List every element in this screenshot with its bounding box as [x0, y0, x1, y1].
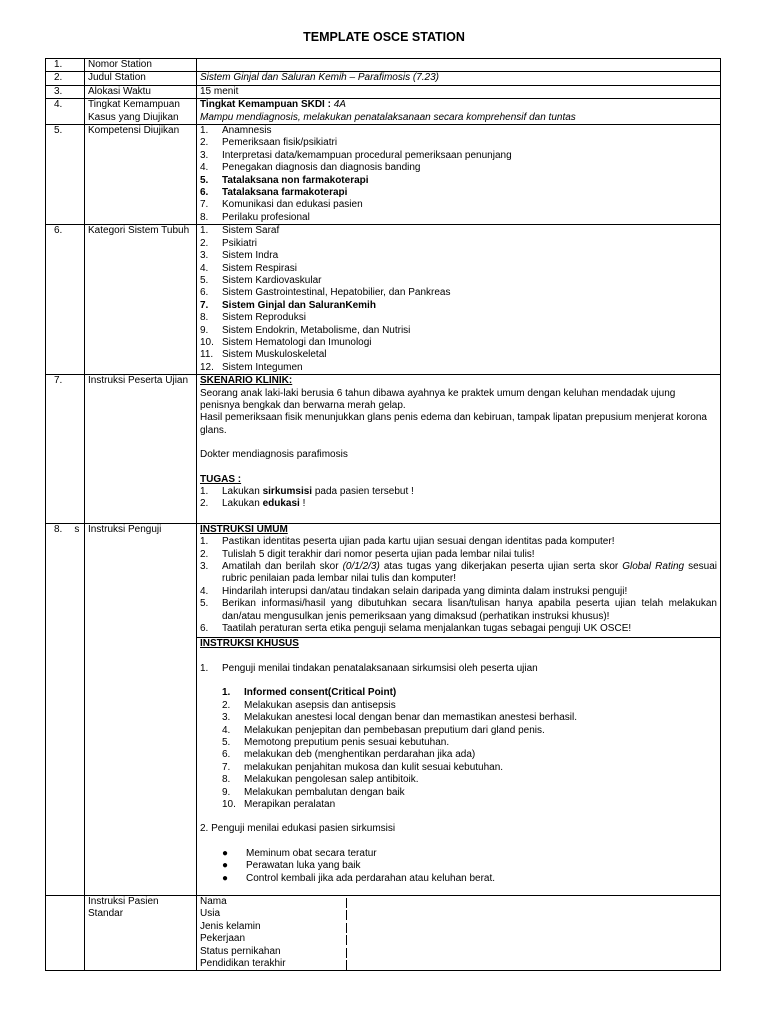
khusus-point-2: 2. Penguji menilai edukasi pasien sirkumsisi [200, 823, 396, 835]
pasien-field [200, 908, 717, 920]
field-separator [346, 898, 347, 908]
kompetensi-item [200, 150, 717, 162]
skenario-paragraph: Seorang anak laki-laki berusia 6 tahun dibawa ayahnya ke praktek umum dengan keluhan mendadak ujung penisnya bengkak dan berwarna merah gelap. [200, 387, 676, 411]
item-text: Hindarilah interupsi dan/atau tindakan selain daripada yang diminta dalam instruksi penguji! [222, 585, 628, 597]
item-text: Sistem Kardiovaskular [222, 274, 322, 286]
item-text: Komunikasi dan edukasi pasien [222, 199, 363, 211]
edukasi-list [200, 848, 717, 885]
item-number: 1. [222, 687, 231, 699]
instruksi-umum-list [200, 536, 717, 635]
item-text: Informed consent(Critical Point) [244, 687, 397, 699]
pasien-field [200, 921, 717, 933]
sistem-item [200, 337, 717, 349]
instruksi-umum-item [200, 598, 717, 623]
skdi-description: Mampu mendiagnosis, melakukan penatalaksanaan secara komprehensif dan tuntas [200, 111, 576, 123]
sistem-item [200, 362, 717, 374]
item-number: 2. [200, 237, 209, 249]
kompetensi-item [200, 125, 717, 137]
row-number: 5. [46, 125, 85, 225]
osce-table [45, 58, 721, 971]
kompetensi-item [200, 137, 717, 149]
field-separator [346, 910, 347, 920]
item-text: Memotong preputium penis sesuai kebutuhan. [244, 736, 450, 748]
row-value [197, 375, 721, 524]
item-number: 4. [200, 585, 209, 597]
instruksi-umum-heading: INSTRUKSI UMUM [200, 523, 288, 535]
item-number: 9. [200, 324, 209, 336]
item-text: Interpretasi data/kemampuan procedural pemeriksaan penunjang [222, 149, 512, 161]
tugas-item: 2. Lakukan edukasi ! [200, 498, 306, 510]
item-text: Sistem Gastrointestinal, Hepatobilier, dan Pankreas [222, 287, 451, 299]
row-number: 6. [46, 225, 85, 375]
row-instruksi-penguji [46, 523, 721, 895]
sistem-item [200, 250, 717, 262]
item-number: 11. [200, 349, 214, 361]
skdi-heading: Tingkat Kemampuan SKDI : [200, 99, 334, 111]
item-text: Sistem Integumen [222, 361, 303, 373]
item-number: 2. [222, 699, 231, 711]
edukasi-item [200, 860, 717, 872]
sistem-item [200, 287, 717, 299]
sistem-list [200, 225, 717, 374]
sistem-item [200, 225, 717, 237]
tindakan-step [200, 774, 717, 786]
row-value [197, 99, 721, 125]
item-text: Melakukan asepsis dan antisepsis [244, 699, 396, 711]
field-label: Pendidikan terakhir [200, 958, 286, 969]
item-text: Merapikan peralatan [244, 798, 336, 810]
tugas-list [200, 486, 717, 511]
item-number: 5. [200, 598, 209, 610]
item-number: 3. [222, 712, 231, 724]
sistem-item [200, 275, 717, 287]
item-number: 7. [200, 199, 209, 211]
kompetensi-list [200, 125, 717, 224]
tindakan-step [200, 725, 717, 737]
item-text: Sistem Ginjal dan SaluranKemih [222, 299, 376, 311]
pasien-field [200, 946, 717, 958]
item-number: 3. [200, 250, 209, 262]
item-text: Sistem Indra [222, 250, 279, 262]
tindakan-step [200, 712, 717, 724]
tindakan-step [200, 749, 717, 761]
item-text: Perawatan luka yang baik [246, 860, 361, 872]
row-value [197, 225, 721, 375]
row-value [197, 59, 721, 72]
item-number: 1. [200, 536, 209, 548]
diagnosis-text: Dokter mendiagnosis parafimosis [200, 449, 348, 461]
item-text: melakukan deb (menghentikan perdarahan jika ada) [244, 749, 476, 761]
edukasi-item [200, 873, 717, 885]
row-number: 4. [46, 99, 85, 125]
row-number: 1. [46, 59, 85, 72]
row-label: Alokasi Waktu [85, 85, 197, 98]
item-number: 2. [200, 137, 209, 149]
sistem-item [200, 300, 717, 312]
sistem-item [200, 238, 717, 250]
item-text: Sistem Reproduksi [222, 312, 306, 324]
item-number: 1. [200, 225, 209, 237]
skdi-level: 4A [333, 99, 346, 111]
field-label: Pekerjaan [200, 933, 246, 945]
edukasi-item [200, 848, 717, 860]
bullet-icon: ● [222, 872, 229, 884]
tindakan-step [200, 737, 717, 749]
item-number: 4. [200, 162, 209, 174]
item-text: Melakukan pengolesan salep antibitoik. [244, 774, 419, 786]
item-text: Pastikan identitas peserta ujian pada kartu ujian sesuai dengan identitas pada komputer! [222, 536, 615, 548]
instruksi-umum-item [200, 623, 717, 635]
item-number: 6. [200, 287, 209, 299]
item-number: 3. [200, 149, 209, 161]
item-text: Perilaku profesional [222, 211, 310, 223]
item-text: Sistem Respirasi [222, 262, 298, 274]
item-number: 5. [200, 174, 209, 186]
row-number: 7. [46, 375, 85, 524]
item-number: 2. [200, 548, 209, 560]
item-text: Tulislah 5 digit terakhir dari nomor peserta ujian pada lembar nilai tulis! [222, 548, 535, 560]
row-number [46, 895, 85, 970]
row-kategori-sistem [46, 225, 721, 375]
field-label: Status pernikahan [200, 945, 281, 957]
row-value [197, 125, 721, 225]
row-value: Sistem Ginjal dan Saluran Kemih – Parafimosis (7.23) [197, 72, 721, 85]
kompetensi-item [200, 175, 717, 187]
row-number: 3. [46, 85, 85, 98]
item-text: Berikan informasi/hasil yang dibutuhkan secara lisan/tulisan hanya apabila peserta ujian telah melakukan dan/atau mengusulkan jenis pemeriksaan yang dimaksud (perhatikan instruksi khusus)! [222, 598, 717, 622]
item-number: 4. [222, 724, 231, 736]
row-label: Kompetensi Diujikan [85, 125, 197, 225]
item-number: 9. [222, 786, 231, 798]
item-text: Sistem Endokrin, Metabolisme, dan Nutrisi [222, 324, 411, 336]
field-label: Usia [200, 908, 221, 920]
item-number: 12. [200, 361, 214, 373]
item-text: Sistem Hematologi dan Imunologi [222, 336, 372, 348]
row-number: 2. [46, 72, 85, 85]
tindakan-step [200, 762, 717, 774]
instruksi-umum-item [200, 549, 717, 561]
item-number: 3. [200, 561, 209, 573]
row-kompetensi [46, 125, 721, 225]
row-nomor-station [46, 59, 721, 72]
tindakan-step [200, 799, 717, 811]
bullet-icon: ● [222, 860, 229, 872]
field-separator [346, 960, 347, 970]
row-number: 8. s [46, 523, 85, 895]
item-number: 8. [222, 774, 231, 786]
tindakan-step [200, 787, 717, 799]
tindakan-step [200, 700, 717, 712]
row-label: Tingkat Kemampuan Kasus yang Diujikan [85, 99, 197, 125]
item-number: 7. [222, 761, 231, 773]
item-text: Meminum obat secara teratur [246, 847, 377, 859]
sistem-item [200, 349, 717, 361]
item-number: 8. [200, 312, 209, 324]
item-number: 7. [200, 299, 209, 311]
khusus-point-1: 1. Penguji menilai tindakan penatalaksanaan sirkumsisi oleh peserta ujian [200, 662, 538, 674]
page-title: TEMPLATE OSCE STATION [303, 30, 465, 44]
tindakan-step [200, 687, 717, 699]
item-number: 5. [222, 736, 231, 748]
item-number: 5. [200, 274, 209, 286]
item-text: melakukan penjahitan mukosa dan kulit sesuai kebutuhan. [244, 761, 504, 773]
field-separator [346, 948, 347, 958]
tindakan-steps-list [200, 687, 717, 811]
instruksi-umum-item [200, 561, 717, 586]
kompetensi-item [200, 162, 717, 174]
row-judul-station [46, 72, 721, 85]
row-label: Judul Station [85, 72, 197, 85]
row-alokasi-waktu [46, 85, 721, 98]
skdi-line [200, 99, 717, 111]
field-separator [346, 923, 347, 933]
row-value [197, 895, 721, 970]
kompetensi-item [200, 199, 717, 211]
item-text: Melakukan penjepitan dan pembebasan preputium dari gland penis. [244, 724, 545, 736]
instruksi-umum-item [200, 536, 717, 548]
item-number: 1. [200, 125, 209, 137]
sistem-item [200, 263, 717, 275]
pasien-field [200, 933, 717, 945]
item-text: Tatalaksana non farmakoterapi [222, 174, 369, 186]
item-number: 10. [222, 798, 236, 810]
item-text: Sistem Muskuloskeletal [222, 349, 327, 361]
item-number: 6. [200, 187, 209, 199]
item-text: Penegakan diagnosis dan diagnosis banding [222, 162, 421, 174]
bullet-icon: ● [222, 847, 229, 859]
item-number: 6. [222, 749, 231, 761]
item-text: Melakukan pembalutan dengan baik [244, 786, 405, 798]
tugas-heading: TUGAS : [200, 473, 242, 485]
item-number: 4. [200, 262, 209, 274]
sistem-item [200, 312, 717, 324]
item-text: Sistem Saraf [222, 225, 280, 237]
item-text: Amatilah dan berilah skor (0/1/2/3) atas tugas yang dikerjakan peserta ujian serta skor Global Rating sesuai rubric penilaian pada lembar nilai tulis dan komputer! [222, 561, 718, 585]
field-separator [346, 935, 347, 945]
skenario-heading: SKENARIO KLINIK: [200, 375, 293, 387]
instruksi-khusus-heading: INSTRUKSI KHUSUS [200, 638, 299, 650]
row-value [197, 523, 721, 895]
item-text: Psikiatri [222, 237, 258, 249]
field-label: Jenis kelamin [200, 920, 261, 932]
item-text: Control kembali jika ada perdarahan atau keluhan berat. [246, 872, 496, 884]
row-label: Nomor Station [85, 59, 197, 72]
pasien-field [200, 958, 717, 970]
sistem-item [200, 325, 717, 337]
item-text: Anamnesis [222, 125, 272, 137]
tugas-item: 1. Lakukan sirkumsisi pada pasien tersebut ! [200, 486, 414, 497]
row-instruksi-pasien [46, 895, 721, 970]
item-text: Pemeriksaan fisik/psikiatri [222, 137, 338, 149]
item-number: 6. [200, 623, 209, 635]
row-tingkat-kemampuan [46, 99, 721, 125]
item-text: Taatilah peraturan serta etika penguji selama menjalankan tugas sebagai penguji UK OSCE! [222, 623, 632, 635]
skenario-paragraph: Hasil pemeriksaan fisik menunjukkan glans penis edema dan kebiruan, tampak lipatan prepusium menjerat korona glans. [200, 412, 707, 436]
item-text: Melakukan anestesi local dengan benar dan memastikan anestesi berhasil. [244, 712, 577, 724]
field-label: Nama [200, 895, 227, 907]
row-label: Instruksi Penguji [85, 523, 197, 895]
item-number: 8. [200, 211, 209, 223]
row-label: Kategori Sistem Tubuh [85, 225, 197, 375]
item-number: 10. [200, 336, 214, 348]
instruksi-umum-item [200, 586, 717, 598]
row-label: Instruksi Peserta Ujian [85, 375, 197, 524]
row-label: Instruksi Pasien Standar [85, 895, 197, 970]
pasien-fields [200, 896, 717, 970]
kompetensi-item [200, 212, 717, 224]
row-instruksi-peserta [46, 375, 721, 524]
item-text: Tatalaksana farmakoterapi [222, 187, 348, 199]
kompetensi-item [200, 187, 717, 199]
pasien-field [200, 896, 717, 908]
row-value: 15 menit [197, 85, 721, 98]
